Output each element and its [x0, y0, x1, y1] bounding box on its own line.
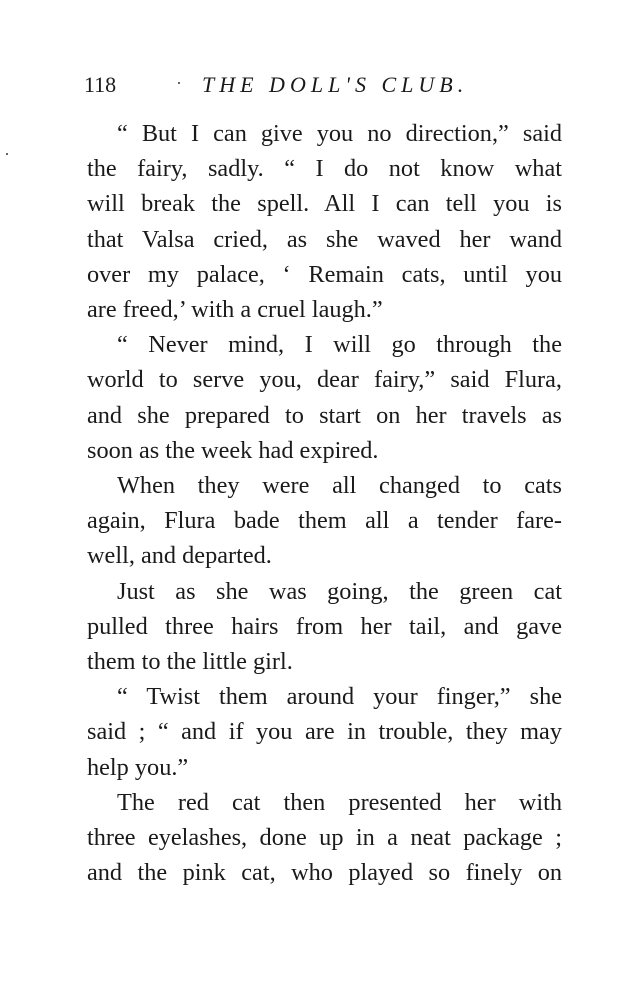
text-line: are freed,’ with a cruel laugh.”: [87, 296, 383, 324]
text-line: Just as she was going, the green cat: [117, 577, 562, 605]
paragraph: [87, 679, 562, 785]
text-line: soon as the week had expired.: [87, 436, 379, 464]
page-number: 118: [84, 72, 117, 97]
text-line: over my palace, ‘ Remain cats, until you: [87, 260, 562, 288]
text-line: well, and departed.: [87, 542, 272, 570]
text-line: and the pink cat, who played so finely on: [87, 859, 562, 887]
text-line: that Valsa cried, as she waved her wand: [87, 225, 562, 253]
page-header: [84, 72, 564, 102]
paragraph: [87, 327, 562, 468]
text-line: pulled three hairs from her tail, and gave: [87, 612, 562, 640]
text-line: “ Never mind, I will go through the: [117, 331, 562, 359]
text-line: When they were all changed to cats: [117, 472, 562, 500]
text-line: again, Flura bade them all a tender fare-: [87, 507, 562, 535]
paragraph: [87, 785, 562, 891]
running-title: THE DOLL'S CLUB.: [202, 72, 469, 97]
paragraph: [87, 574, 562, 680]
text-line: “ But I can give you no direction,” said: [117, 120, 562, 147]
text-line: them to the little girl.: [87, 648, 293, 676]
text-line: the fairy, sadly. “ I do not know what: [87, 155, 562, 183]
text-line: world to serve you, dear fairy,” said Flura,: [87, 366, 562, 394]
text-line: said ; “ and if you are in trouble, they may: [87, 718, 562, 746]
paragraph: [87, 468, 562, 574]
body-text: [87, 116, 562, 890]
text-line: “ Twist them around your finger,” she: [117, 683, 562, 711]
text-line: help you.”: [87, 753, 189, 781]
ink-speck: [6, 153, 8, 155]
paragraph: [87, 116, 562, 327]
text-line: will break the spell. All I can tell you is: [87, 190, 562, 218]
text-line: and she prepared to start on her travels as: [87, 401, 562, 429]
text-line: three eyelashes, done up in a neat package ;: [87, 824, 562, 852]
text-line: The red cat then presented her with: [117, 788, 562, 816]
